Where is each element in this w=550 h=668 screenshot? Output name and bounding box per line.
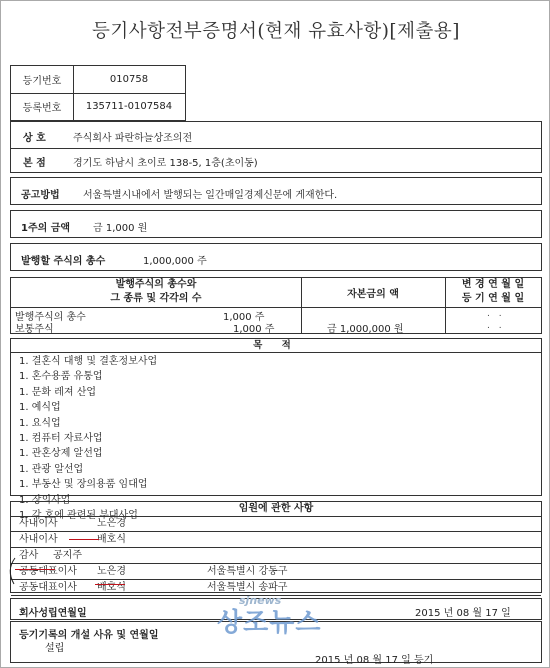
underline-1 <box>69 539 99 540</box>
officer-name: 노은경 <box>97 518 126 529</box>
stock-header-right-1: 변 경 연 월 일 <box>461 279 525 290</box>
officer-title: 감사 <box>19 550 39 561</box>
total-shares-box <box>10 243 542 271</box>
underline-2 <box>15 569 55 570</box>
stock-table <box>10 277 542 334</box>
share-price-value: 금 1,000 원 <box>93 223 148 234</box>
purpose-item: 1. 부동산 및 장의용품 임대업 <box>19 479 148 491</box>
company-name-label: 상 호 <box>23 133 46 144</box>
notice-box <box>10 177 542 205</box>
purpose-item: 1. 관혼상제 알선업 <box>19 448 103 460</box>
company-box <box>10 121 542 173</box>
hand-bracket-mark <box>5 556 19 586</box>
reg-reason-type: 설립 <box>45 643 65 654</box>
purpose-item: 1. 혼수용품 유통업 <box>19 371 103 383</box>
purpose-item: 1. 결혼식 대행 및 결혼정보사업 <box>19 356 158 367</box>
share-price-box <box>10 210 542 238</box>
officer-row <box>11 532 541 548</box>
purpose-item: 1. 관광 알선업 <box>19 463 84 475</box>
total-shares-value: 1,000,000 주 <box>143 256 207 267</box>
officer-address: 서울특별시 강동구 <box>207 566 288 577</box>
notice-label: 공고방법 <box>21 190 60 201</box>
officer-name: 노은경 <box>97 566 126 577</box>
purpose-item: 1. 요식업 <box>19 417 61 429</box>
total-shares-label: 발행할 주식의 총수 <box>21 256 106 267</box>
hq-value: 경기도 하남시 초이로 138-5, 1층(초이동) <box>73 158 258 169</box>
watermark-logo: 상조뉴스 <box>217 608 322 638</box>
capital-value: 금 1,000,000 원 <box>327 324 404 335</box>
notice-value: 서울특별시내에서 발행되는 일간매일경제신문에 게재한다. <box>83 190 338 201</box>
reg-no-label: 등기번호 <box>11 66 74 94</box>
officer-title: 공동대표이사 <box>19 582 77 593</box>
reg-num-value: 135711-0107584 <box>85 101 173 112</box>
stock-header-mid: 자본금의 액 <box>301 278 446 308</box>
purpose-item: 1. 각 호에 관련된 부대사업 <box>19 509 138 521</box>
stock-row2-value: 1,000 주 <box>233 324 275 335</box>
officer-row <box>11 548 541 564</box>
officer-name: 공지주 <box>53 550 82 561</box>
stock-row2-label: 보통주식 <box>15 324 54 335</box>
underline-3 <box>95 584 125 585</box>
purpose-item: 1. 문화 레져 산업 <box>19 386 97 398</box>
registry-box <box>10 65 186 121</box>
stock-header-left-2: 그 종류 및 각각의 수 <box>110 293 202 304</box>
share-price-label: 1주의 금액 <box>21 223 71 234</box>
stock-row1-value: 1,000 주 <box>223 312 265 323</box>
watermark-logo-small: sjnews <box>239 594 282 607</box>
reg-num-label: 등록번호 <box>11 93 74 120</box>
reg-date-dash: . . <box>487 321 505 331</box>
change-date-dash: . . <box>487 309 505 319</box>
officer-address: 서울특별시 송파구 <box>207 582 288 593</box>
officer-name: 배호식 <box>97 582 126 593</box>
stock-header-right-2: 등 기 연 월 일 <box>461 293 525 304</box>
officers-header: 임원에 관한 사항 <box>11 502 541 517</box>
hq-label: 본 점 <box>23 158 46 169</box>
purpose-item: 1. 예식업 <box>19 402 61 414</box>
officer-name: 배호식 <box>97 534 126 545</box>
purpose-header: 목 적 <box>11 339 541 353</box>
stock-row1-label: 발행주식의 총수 <box>15 312 86 323</box>
founding-label: 회사성립연월일 <box>19 608 87 619</box>
company-name-value: 주식회사 파란하늘상조의전 <box>73 133 193 144</box>
stock-header-left-1: 발행주식의 총수와 <box>115 279 197 290</box>
purpose-item: 1. 컴퓨터 자료사업 <box>19 432 103 444</box>
officer-title: 사내이사 <box>19 518 58 529</box>
purpose-list <box>11 354 519 523</box>
document-title: 등기사항전부증명서(현재 유효사항)[제출용] <box>92 21 460 42</box>
purpose-item: 1. 장의사업 <box>19 494 71 506</box>
officer-title: 공동대표이사 <box>19 566 77 577</box>
officer-row <box>11 564 541 580</box>
reg-reason-label: 등기기록의 개설 사유 및 연월일 <box>19 630 159 641</box>
reg-reason-value: 2015 년 08 월 17 일 등기 <box>315 655 434 666</box>
founding-value: 2015 년 08 월 17 일 <box>415 608 511 619</box>
officer-title: 사내이사 <box>19 534 58 545</box>
officers-box <box>10 501 542 593</box>
reg-no-value: 010758 <box>73 66 185 94</box>
officer-row <box>11 516 541 532</box>
